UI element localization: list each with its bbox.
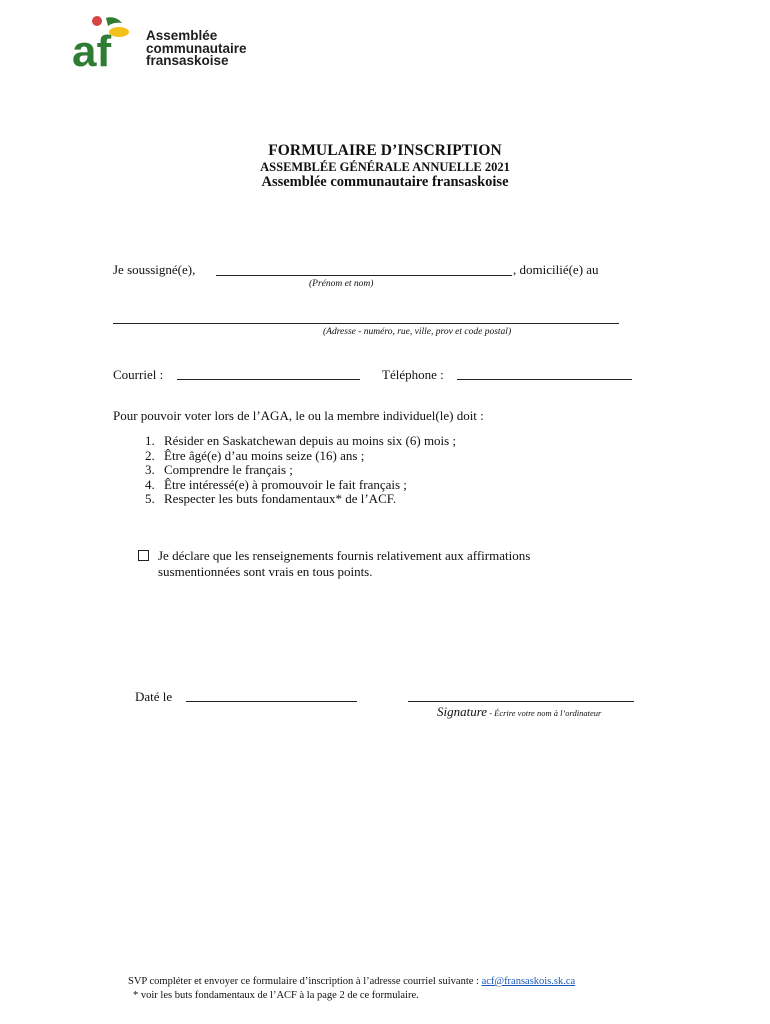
phone-field[interactable] (457, 366, 632, 380)
signature-label: Signature (437, 704, 488, 719)
list-item: 5. Respecter les buts fondamentaux* de l’ACF. (158, 492, 456, 507)
declaration-line-1: Je déclare que les renseignements fournis relativement aux affirmations (158, 548, 531, 563)
declaration-line-2: susmentionnées sont vrais en tous points. (158, 564, 373, 579)
email-field[interactable] (177, 366, 360, 380)
contact-email-link[interactable]: acf@fransaskois.sk.ca (481, 976, 576, 987)
footer-instruction-text: SVP compléter et envoyer ce formulaire d’inscription à l’adresse courriel suivante : (128, 976, 482, 987)
domicilie-label: , domicilié(e) au (513, 262, 599, 277)
list-item: 1. Résider en Saskatchewan depuis au moins six (6) mois ; (158, 434, 456, 449)
form-title: FORMULAIRE D’INSCRIPTION (268, 142, 502, 159)
date-underline (186, 701, 357, 702)
logo-wordmark (146, 30, 247, 68)
signature-underline (408, 701, 634, 702)
logo-af-text: af (72, 27, 112, 72)
footer-note: * voir les buts fondamentaux de l’ACF à la page 2 de ce formulaire. (133, 990, 419, 1001)
list-item: 4. Être intéressé(e) à promouvoir le fait français ; (158, 478, 456, 493)
acf-logo-mark (70, 14, 150, 72)
signature-hint: - Écrire votre nom à l’ordinateur (487, 708, 602, 718)
footer-instruction (128, 976, 575, 987)
list-item: 2. Être âgé(e) d’au moins seize (16) ans ; (158, 449, 456, 464)
signature-field[interactable] (408, 688, 634, 702)
name-hint: (Prénom et nom) (309, 279, 374, 289)
requirements-intro: Pour pouvoir voter lors de l’AGA, le ou la membre individuel(le) doit : (113, 408, 484, 423)
form-subtitle: ASSEMBLÉE GÉNÉRALE ANNUELLE 2021 (260, 160, 510, 174)
organization-name: Assemblée communautaire fransaskoise (261, 174, 509, 190)
requirements-list (140, 434, 456, 507)
logo-line-1: Assemblée (146, 28, 218, 43)
address-field[interactable] (113, 309, 619, 323)
signature-caption (437, 703, 601, 721)
address-hint: (Adresse - numéro, rue, ville, prov et code postal) (323, 327, 512, 337)
list-item: 3. Comprendre le français ; (158, 463, 456, 478)
phone-label: Téléphone : (382, 367, 444, 382)
address-underline (113, 323, 619, 324)
name-underline (216, 275, 512, 276)
date-field[interactable] (186, 688, 357, 702)
declaration-checkbox[interactable] (138, 550, 149, 561)
logo-line-3: fransaskoise (146, 53, 229, 68)
email-underline (177, 379, 360, 380)
soussigne-label: Je soussigné(e), (113, 262, 196, 277)
phone-underline (457, 379, 632, 380)
email-label: Courriel : (113, 367, 164, 382)
name-field[interactable] (216, 262, 512, 276)
logo-line-2: communautaire (146, 40, 247, 56)
date-label: Daté le (135, 689, 173, 704)
